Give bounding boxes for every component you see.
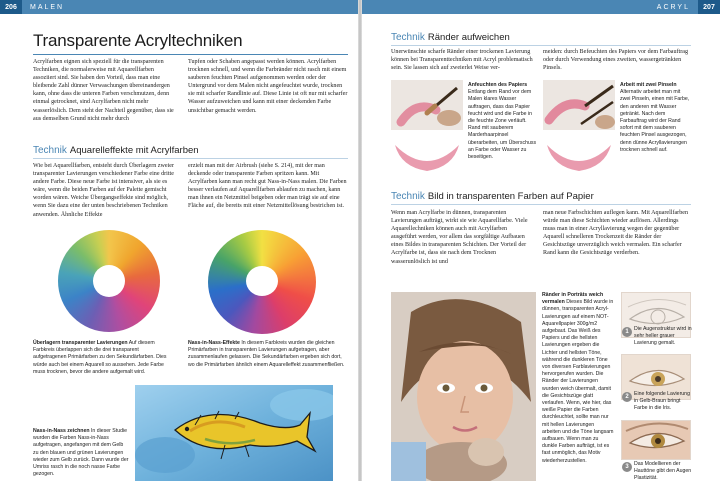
step-3-text: Das Modellieren der Hauttöne gibt den Augen Plastizität. (634, 461, 692, 481)
right-header-label: ACRYL (656, 3, 690, 11)
section1-column-2: erzielt man mit der Airbrush (siehe S. 214), mit der man deckende oder transparente Farben spritzen kann. Mit Acrylfarben kann man recht gut Nass-in-Nass malen. Die Farben besser verlaufen auf Aquarellfarben ablaufen zu machen, kann man ihnen ein Netzmittel beigeben oder man trägt sie auf eine Fläche auf, die bereits mit einer Netzmittellösung bestrichen ist. (188, 163, 347, 210)
step-2-text: Eine folgende Lavierung in Gelb-Braun bringt Farbe in die Iris. (634, 391, 690, 412)
technik-label: Technik (391, 32, 425, 43)
child-portrait-image (391, 292, 536, 481)
intro-column-1: Acrylfarben eignen sich speziell für die transparenten Techniken, die normalerweise mit Aquarellfarben assoziiert sind. Sie haben den Vorteil, dass man eine bleibende Zahl dünner Verwaschungen übereinandergen kann, ohne dass die unteren Farben verschmutzen, denn einmal getrocknet, sind Acrylfarben nicht mehr wasserlöslich. Dem steht der Nachteil gegenüber, dass sie aus demselben Grund nicht mehr durch (33, 59, 174, 122)
caption-two-brushes: Arbeit mit zwei Pinseln Alternativ arbeitet man mit zwei Pinseln, einen mit Farbe, den anderen mit Wasser getränkt. Nach dem Farbauftrag wird der Rand sofort mit dem sauberen feuchten Pinsel ausgezogen, denn dünne Acryllavierungen trocknen schnell auf. (620, 82, 690, 153)
right-header-bar (362, 0, 720, 14)
wet-in-wet-fish-painting-image (135, 385, 333, 481)
section-title: Ränder aufweichen (427, 32, 510, 43)
left-header-bar (0, 0, 358, 14)
section3-column-1: Wenn man Acrylfarbe in dünnen, transparenten Lavierungen aufträgt, wirkt sie wie Aquarellfarbe. Viele Aquarellechniken können auch mit Acrylfarben ausgeführt werden, vor allem das sorgfältige Aufbauen eines Bildes in transparenten Schichten. Der Vorteil der Acrylfarbe ist, dass sie nach dem Trocknen wasserunlöslich ist und (391, 210, 528, 265)
section-title: Aquarelleffekte mit Acrylfarben (69, 145, 199, 156)
page-title: Transparente Acryltechniken (33, 31, 243, 50)
section-title: Bild in transparenten Farben auf Papier (427, 191, 594, 202)
caption-fish: Nass-in-Nass zeichnen In dieser Studie wurden die Farben Nass-in-Nass aufgetragen, angefangen mit dem Gelb zu den blauen und grünen Lavierungen wieder zum Gelb zurück. Dann wurde der Umriss rasch in die noch nasse Farbe gezogen. (33, 428, 129, 478)
eye-step-3-image (621, 420, 691, 460)
step-1-text: Die Augenstruktur wird in sehr heller grauer Lavierung gemalt. (634, 326, 692, 347)
caption-portrait: Ränder in Porträts weich vermalen Dieses Bild wurde in dünnen, transparenten Acryl-Lavierungen auf einem NOT-Aquarellpapier 300g/m2 aufgebaut. Das Weiß des Papiers und die hellsten Lavierungen ergeben die Lichter und hellsten Töne, während die dunkleren Töne von diversen Farblavierungen hervorgerufen wurden. Die Ränder der Lavierungen wurden weich übermalt, damit die Gesichtszüge glatt verlaufen. Wenn, wie hier, das weiße Papier die Farben durchleuchtet, sollte man nur mit hellen Lavierungen arbeiten und die Töne langsam aufbauen. Wenn man zu dunkle Farben aufträgt, ist es fast unmöglich, das Motiv wiederherzustellen. (542, 292, 614, 464)
step-number-3: 3 (622, 462, 632, 472)
section-rule (33, 158, 348, 159)
two-brushes-image (543, 80, 615, 130)
right-page-number: 207 (698, 0, 720, 14)
moisten-paper-result-image (391, 137, 463, 177)
section2-column-1: Unerwünschte scharfe Ränder einer trockenen Lavierung können bei Transparenttechniken mit Acryl problematisch sein. Sie lassen sich auf zweierlei Weise ver- (391, 49, 533, 72)
color-wheel-wet-in-wet-image (208, 230, 316, 334)
section3-column-2: man neue Farbschichten auflegen kann. Mit Aquarellfarben würde man diese Schichten wieder auflösen. Allerdings muss man in einer Acryllavierung wegen der gegenüber Aquarell schnelleren Trockenzeit die Ränder der Gesichtszüge unverzüglich weich vermalen. Ein scharfer Rand kann die Gesichtszüge verderben. (543, 210, 689, 257)
step-number-2: 2 (622, 392, 632, 402)
technik-label: Technik (33, 145, 67, 156)
section-heading-bild (391, 191, 594, 202)
caption-wet-in-wet: Nass-in-Nass-Effekte In diesem Farbkreis wurden die gleichen Primärfarben in transparenten Lavierungen aufgetragen, aber zusammenlaufen gelassen. Die Sekundärfarben ergeben sich dort, wo die Primärfarben ähnlich einem Aquarelleffekt zusammenfließen. (188, 340, 345, 368)
section-rule (391, 204, 691, 205)
moisten-paper-brush-image (391, 80, 463, 130)
book-gutter (358, 0, 362, 481)
fish-illustration (135, 385, 333, 481)
left-page-number: 206 (0, 0, 22, 14)
left-header-label: MALEN (30, 3, 65, 11)
title-rule (33, 54, 348, 55)
section-rule (391, 45, 691, 46)
caption-overlapping: Überlagern transparenter Lavierungen Auf diesem Farbkreis überlappen sich die drei transparent aufgetragenen Primärfarben zu den Sekundärfarben. Dies würde auch bei einem Aquarell so aussehen. Jede Farbe muss trocknen, bevor die andere aufgemalt wird. (33, 340, 167, 375)
caption-moisten-paper: Anfeuchten des Papiers Entlang dem Rand vor dem Malen klares Wasser auftragen, dass das Papier feucht wird und die Farbe in die feuchte Zone verläuft. Rand mit sauberem Marderhaarpinsel überarbeiten, um Überschuss an Farbe oder Wasser zu beseitigen. (468, 82, 537, 161)
section-heading-raender (391, 32, 510, 43)
step-number-1: 1 (622, 327, 632, 337)
section-heading-aquarell (33, 145, 199, 156)
section1-column-1: Wie bei Aquarellfarben, entsteht durch Überlagern zweier transparenter Lavierungen verschiedener Farbe eine dritte andere Farbe. Diese neue Farbe ist intensiver, als sie es wäre, wenn die beiden Farben auf der Palette gemischt worden wären. Weiche Übergangseffekte sind möglich, wenn Sie dazu eine der unten beschriebenen Techniken anwenden. Ähnliche Effekte (33, 163, 175, 218)
technik-label: Technik (391, 191, 425, 202)
two-brushes-result-image (543, 137, 615, 177)
section2-column-2: meiden: durch Befeuchten des Papiers vor dem Farbauftrag oder durch Verwendung eines zweiten, wassergetränkten Pinsels. (543, 49, 689, 72)
color-wheel-overlapping-image (58, 230, 160, 332)
intro-column-2: Tupfen oder Schaben angepasst werden können. Acrylfarben trocknen schnell, und wenn die Farbränder nicht rasch mit einem sauberen feuchten Pinsel aufgenommen werden oder der Untergrund vor dem Malen nicht angefeuchtet wurde, trocknen sie mit scharfer Randlinie auf. Diese Linie ist oft nur mit scharfer Wasser aufzuweichen und kann mit einer deckenden Farbe unsichtbar gemacht werden. (188, 59, 348, 114)
